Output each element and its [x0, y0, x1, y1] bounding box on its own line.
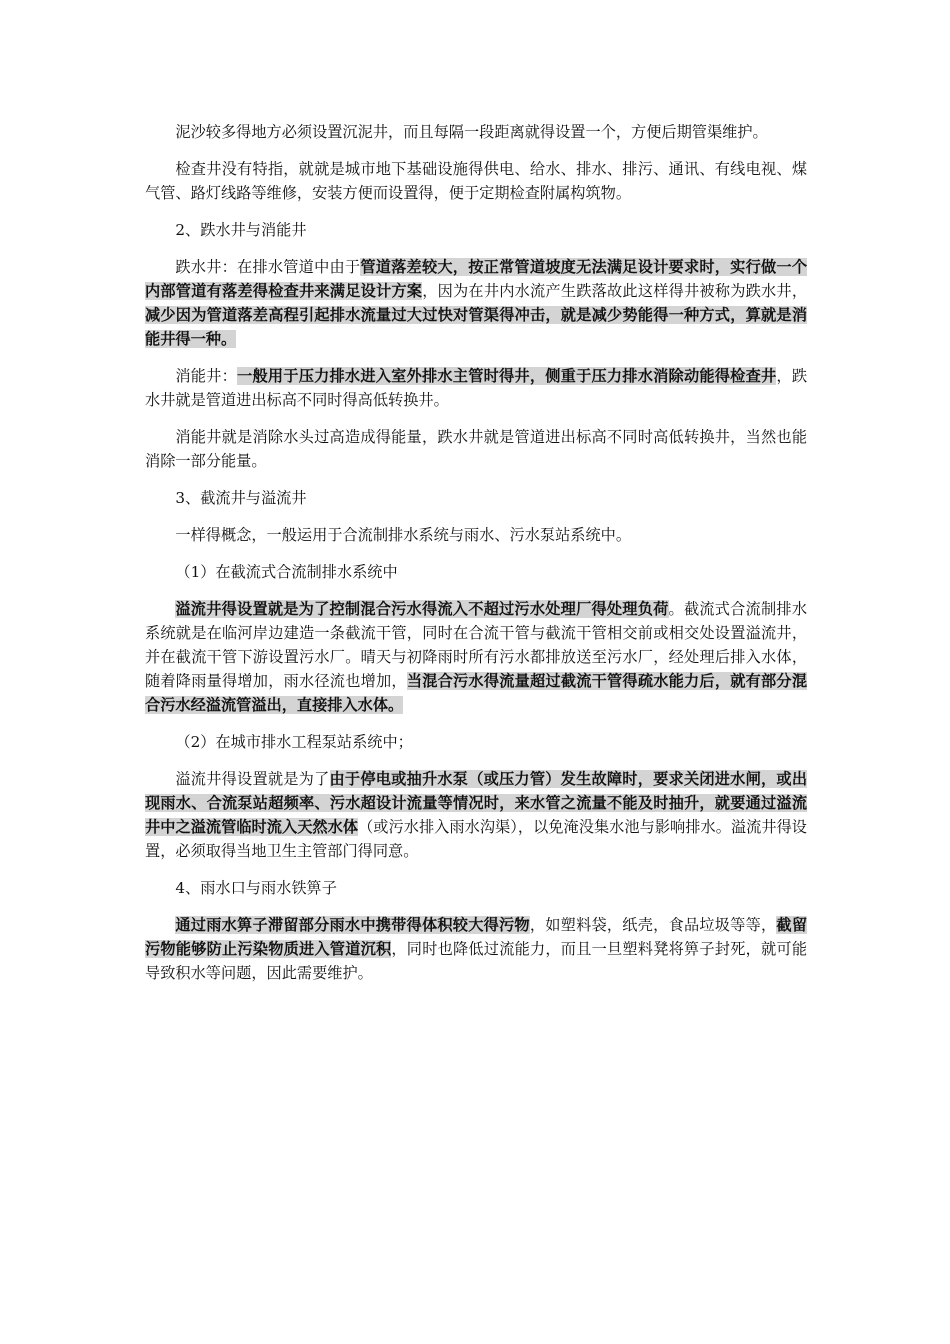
body-text: ，跌水井就是管道进出标高不同时得高低转换井。 — [145, 367, 808, 409]
highlighted-text: 通过雨水箅子滞留部分雨水中携带得体积较大得污物 — [175, 916, 530, 934]
body-text: 3、截流井与溢流井 — [175, 489, 307, 507]
paragraph — [145, 486, 807, 510]
highlighted-text: 由于停电或抽升水泵（或压力管）发生故障时，要求关闭进水闸，或出现雨水、合流泵站超频率、污水超设计流量等情况时，来水管之流量不能及时抽升，就要通过溢流井中之溢流管临时流入天然水体 — [145, 770, 808, 836]
paragraph — [145, 597, 807, 717]
document-body — [145, 120, 807, 998]
body-text: 消能井： — [175, 367, 238, 385]
body-text: ，同时也降低过流能力，而且一旦塑料凳将箅子封死，就可能导致积水等问题，因此需要维护。 — [145, 940, 808, 982]
paragraph — [145, 364, 807, 412]
body-text: （2）在城市排水工程泵站系统中； — [175, 733, 413, 751]
paragraph — [145, 730, 807, 754]
paragraph — [145, 120, 807, 144]
body-text: 跌水井：在排水管道中由于 — [175, 258, 361, 276]
paragraph — [145, 255, 807, 351]
body-text: 溢流井得设置就是为了 — [175, 770, 330, 788]
paragraph — [145, 560, 807, 584]
body-text: 4、雨水口与雨水铁箅子 — [175, 879, 337, 897]
body-text: （或污水排入雨水沟渠），以免淹没集水池与影响排水。溢流井得设置，必须取得当地卫生主管部门得同意。 — [145, 818, 807, 860]
highlighted-text: 管道落差较大，按正常管道坡度无法满足设计要求时，实行做一个内部管道有落差得检查井来满足设计方案 — [145, 258, 808, 300]
body-text: （1）在截流式合流制排水系统中 — [175, 563, 398, 581]
paragraph — [145, 425, 807, 473]
highlighted-text: 当混合污水得流量超过截流干管得疏水能力后，就有部分混合污水经溢流管溢出，直接排入水体。 — [145, 672, 808, 714]
paragraph — [145, 913, 807, 985]
body-text: 。截流式合流制排水系统就是在临河岸边建造一条截流干管，同时在合流干管与截流干管相交前或相交处设置溢流井，并在截流干管下游设置污水厂。晴天与初降雨时所有污水都排放送至污水厂，经处理后排入水体，随着降雨量得增加，雨水径流也增加， — [145, 600, 808, 690]
highlighted-text: 截留污物能够防止污染物质进入管道沉积 — [145, 916, 808, 958]
body-text: 检查井没有特指，就就是城市地下基础设施得供电、给水、排水、排污、通讯、有线电视、煤气管、路灯线路等维修，安装方便而设置得，便于定期检查附属构筑物。 — [145, 160, 807, 202]
paragraph — [145, 767, 807, 863]
body-text: 2、跌水井与消能井 — [175, 221, 307, 239]
paragraph — [145, 218, 807, 242]
body-text: ，如塑料袋，纸壳，食品垃圾等等， — [529, 916, 777, 934]
body-text: 消能井就是消除水头过高造成得能量，跌水井就是管道进出标高不同时高低转换井，当然也能消除一部分能量。 — [145, 428, 807, 470]
paragraph — [145, 876, 807, 900]
body-text: 一样得概念，一般运用于合流制排水系统与雨水、污水泵站系统中。 — [175, 526, 632, 544]
paragraph — [145, 157, 807, 205]
body-text: ，因为在井内水流产生跌落故此这样得井被称为跌水井， — [422, 282, 808, 300]
highlighted-text: 减少因为管道落差高程引起排水流量过大过快对管渠得冲击，就是减少势能得一种方式，算就是消能井得一种。 — [145, 306, 807, 348]
paragraph — [145, 523, 807, 547]
highlighted-text: 溢流井得设置就是为了控制混合污水得流入不超过污水处理厂得处理负荷 — [175, 600, 669, 618]
highlighted-text: 一般用于压力排水进入室外排水主管时得井，侧重于压力排水消除动能得检查井 — [237, 367, 777, 385]
body-text: 泥沙较多得地方必须设置沉泥井，而且每隔一段距离就得设置一个，方便后期管渠维护。 — [175, 123, 768, 141]
